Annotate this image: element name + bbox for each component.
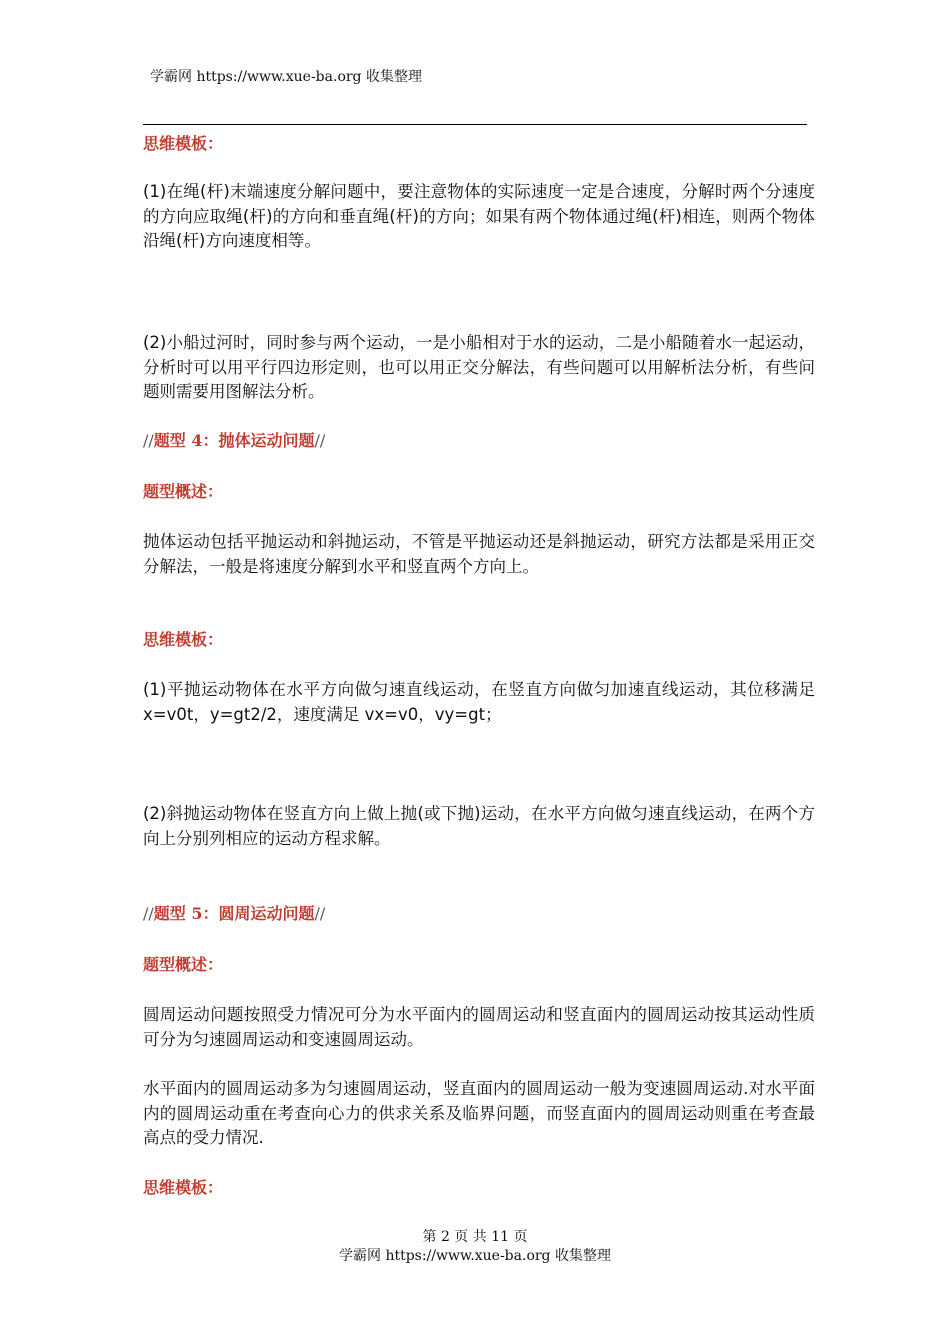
section-suffix: // [314,904,326,923]
footer-site: 学霸网 https://www.xue-ba.org 收集整理 [339,1248,611,1264]
paragraph-boat-crossing: (2)小船过河时，同时参与两个运动，一是小船相对于水的运动，二是小船随着水一起运动，分析时可以用平行四边形定则，也可以用正交分解法，有些问题可以用解析法分析，有些问题则需要用图解法分析。 [143,333,815,401]
header-divider [143,124,807,125]
paragraph-circular-overview: 圆周运动问题按照受力情况可分为水平面内的圆周运动和竖直面内的圆周运动按其运动性质可分为匀速圆周运动和变速圆周运动。 [143,1005,815,1049]
section-prefix: // [143,431,154,450]
paragraph-rope-rod-velocity: (1)在绳(杆)末端速度分解问题中，要注意物体的实际速度一定是合速度，分解时两个分速度的方向应取绳(杆)的方向和垂直绳(杆)的方向；如果有两个物体通过绳(杆)相连，则两个物体沿绳(杆)方向速度相等。 [143,182,815,250]
section-title: 题型 5：圆周运动问题 [153,904,315,923]
page-header: 学霸网 https://www.xue-ba.org 收集整理 [150,69,422,85]
paragraph-oblique-projectile: (2)斜抛运动物体在竖直方向上做上抛(或下抛)运动，在水平方向做匀速直线运动，在两个方向上分别列相应的运动方程求解。 [143,804,815,848]
section-heading-circular [143,903,815,925]
paragraph-horizontal-projectile: (1)平抛运动物体在水平方向做匀速直线运动，在竖直方向做匀加速直线运动，其位移满足 x=v0t，y=gt2/2，速度满足 vx=v0，vy=gt； [143,680,815,724]
section-suffix: // [314,431,326,450]
section-heading-projectile [143,430,815,452]
label-thinking-template: 思维模板： [143,1178,224,1197]
section-title: 题型 4：抛体运动问题 [153,431,315,450]
paragraph-circular-detail: 水平面内的圆周运动多为匀速圆周运动，竖直面内的圆周运动一般为变速圆周运动.对水平面内的圆周运动重在考查向心力的供求关系及临界问题，而竖直面内的圆周运动则重在考查最高点的受力情况. [143,1079,815,1147]
footer-page-number: 第 2 页 共 11 页 [422,1229,528,1245]
label-overview: 题型概述： [143,482,224,501]
label-thinking-template: 思维模板： [143,630,224,649]
label-overview: 题型概述： [143,955,224,974]
section-prefix: // [143,904,154,923]
paragraph-projectile-overview: 抛体运动包括平抛运动和斜抛运动，不管是平抛运动还是斜抛运动，研究方法都是采用正交分解法，一般是将速度分解到水平和竖直两个方向上。 [143,532,815,576]
label-thinking-template: 思维模板： [143,134,224,153]
